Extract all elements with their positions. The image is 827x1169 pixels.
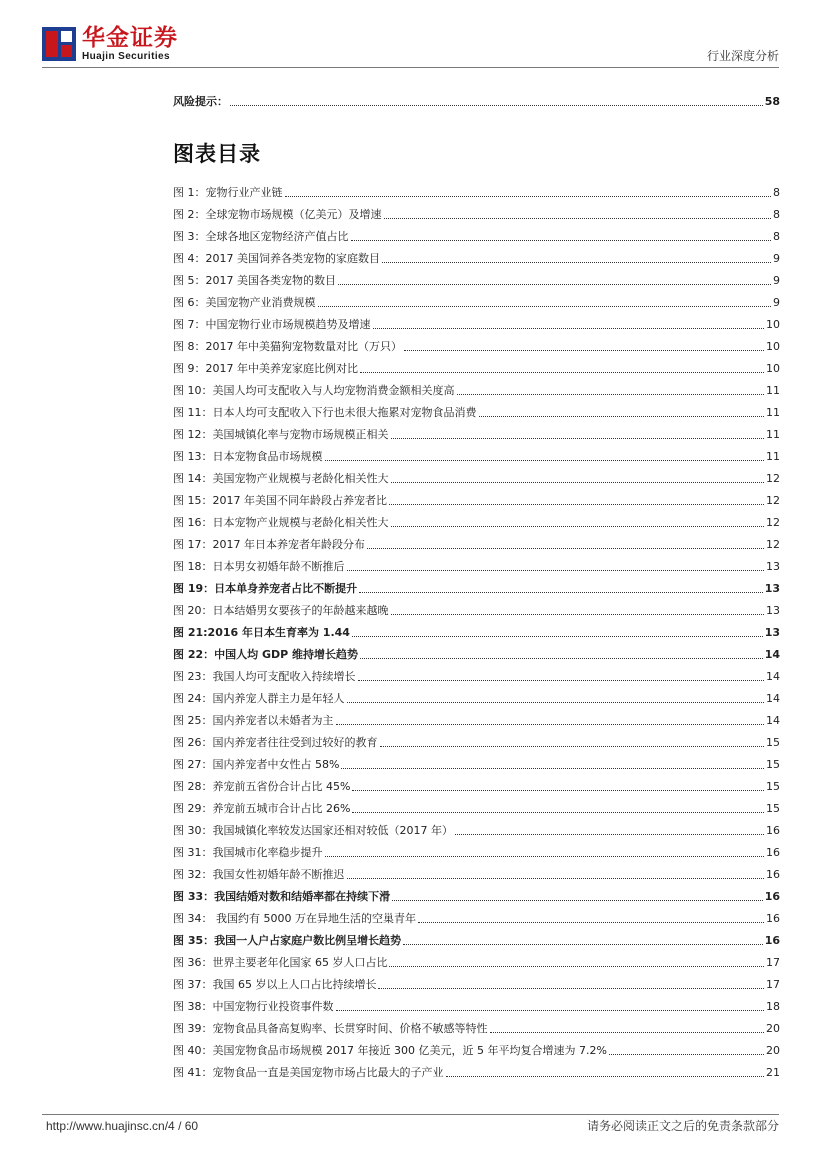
toc-label: 图 15：2017 年美国不同年龄段占养宠者比 — [173, 494, 387, 507]
toc-label: 图 7：中国宠物行业市场规模趋势及增速 — [173, 318, 371, 331]
toc-risk-page: 58 — [764, 95, 780, 108]
toc-page-number: 17 — [766, 956, 780, 969]
page-header — [0, 0, 827, 70]
toc-row[interactable] — [173, 816, 780, 838]
dot-leader — [384, 218, 772, 219]
toc-row[interactable] — [173, 684, 780, 706]
figure-toc-list — [173, 178, 780, 1080]
toc-label: 图 17：2017 年日本养宠者年龄段分布 — [173, 538, 365, 551]
toc-page-number: 13 — [766, 560, 780, 573]
toc-row[interactable] — [173, 200, 780, 222]
toc-label: 图 4：2017 美国饲养各类宠物的家庭数目 — [173, 252, 380, 265]
toc-page-number: 20 — [766, 1044, 780, 1057]
dot-leader — [403, 944, 763, 945]
toc-page-number: 13 — [764, 626, 780, 639]
dot-leader — [404, 350, 764, 351]
toc-page-number: 11 — [766, 384, 780, 397]
toc-label: 图 27：国内养宠者中女性占 58% — [173, 758, 340, 771]
toc-row[interactable] — [173, 882, 780, 904]
footer-disclaimer: 请务必阅读正文之后的免责条款部分 — [586, 1119, 779, 1133]
toc-page-number: 15 — [766, 758, 780, 771]
toc-row[interactable] — [173, 750, 780, 772]
toc-label: 图 33：我国结婚对数和结婚率都在持续下滑 — [173, 890, 391, 903]
dot-leader — [360, 658, 763, 659]
dot-leader — [367, 548, 764, 549]
toc-row[interactable] — [173, 310, 780, 332]
toc-label: 图 32：我国女性初婚年龄不断推迟 — [173, 868, 345, 881]
toc-label: 图 39：宠物食品具备高复购率、长贯穿时间、价格不敏感等特性 — [173, 1022, 488, 1035]
toc-label: 图 30：我国城镇化率较发达国家还相对较低（2017 年） — [173, 824, 453, 837]
toc-page-number: 14 — [766, 692, 780, 705]
toc-label: 图 26：国内养宠者往往受到过较好的教育 — [173, 736, 378, 749]
toc-label: 图 14：美国宠物产业规模与老龄化相关性大 — [173, 472, 389, 485]
toc-page-number: 15 — [766, 736, 780, 749]
toc-row[interactable] — [173, 948, 780, 970]
toc-page-number: 11 — [766, 428, 780, 441]
dot-leader — [347, 702, 765, 703]
toc-label: 图 6：美国宠物产业消费规模 — [173, 296, 316, 309]
dot-leader — [391, 614, 765, 615]
toc-label: 图 19：日本单身养宠者占比不断提升 — [173, 582, 358, 595]
toc-row[interactable] — [173, 838, 780, 860]
toc-row[interactable] — [173, 706, 780, 728]
toc-row[interactable] — [173, 1058, 780, 1080]
toc-page-number: 8 — [773, 208, 780, 221]
huajin-logo-icon — [42, 27, 76, 61]
dot-leader — [325, 460, 765, 461]
toc-label: 图 40：美国宠物食品市场规模 2017 年接近 300 亿美元，近 5 年平均复合增速为 7.2% — [173, 1044, 607, 1057]
toc-page-number: 12 — [766, 516, 780, 529]
toc-label: 图 37：我国 65 岁以上人口占比持续增长 — [173, 978, 377, 991]
toc-label: 图 1：宠物行业产业链 — [173, 186, 283, 199]
toc-row[interactable] — [173, 574, 780, 596]
toc-row[interactable] — [173, 596, 780, 618]
toc-row[interactable] — [173, 970, 780, 992]
dot-leader — [391, 482, 765, 483]
header-divider — [42, 67, 779, 68]
dot-leader — [285, 196, 772, 197]
toc-row[interactable] — [173, 486, 780, 508]
dot-leader — [358, 680, 765, 681]
toc-row[interactable] — [173, 772, 780, 794]
toc-page-number: 9 — [773, 252, 780, 265]
toc-page-number: 9 — [773, 274, 780, 287]
toc-row[interactable] — [173, 442, 780, 464]
dot-leader — [352, 790, 764, 791]
toc-row[interactable] — [173, 926, 780, 948]
toc-label: 图 28：养宠前五省份合计占比 45% — [173, 780, 351, 793]
dot-leader — [418, 922, 764, 923]
toc-label: 图 38：中国宠物行业投资事件数 — [173, 1000, 334, 1013]
dot-leader — [352, 636, 763, 637]
toc-label: 图 18：日本男女初婚年龄不断推后 — [173, 560, 345, 573]
toc-label: 图 25：国内养宠者以未婚者为主 — [173, 714, 334, 727]
dot-leader — [479, 416, 765, 417]
toc-label: 图 12：美国城镇化率与宠物市场规模正相关 — [173, 428, 389, 441]
toc-label: 图 24：国内养宠人群主力是年轻人 — [173, 692, 345, 705]
dot-leader — [455, 834, 764, 835]
dot-leader — [338, 284, 771, 285]
toc-label: 图 23：我国人均可支配收入持续增长 — [173, 670, 356, 683]
toc-row[interactable] — [173, 266, 780, 288]
dot-leader — [373, 328, 765, 329]
footer-url[interactable]: http://www.huajinsc.cn/4 / 60 — [46, 1119, 199, 1133]
toc-row[interactable] — [173, 1014, 780, 1036]
toc-label: 图 16：日本宠物产业规模与老龄化相关性大 — [173, 516, 389, 529]
toc-page-number: 11 — [766, 450, 780, 463]
dot-leader — [336, 724, 765, 725]
toc-page-number: 13 — [764, 582, 780, 595]
dot-leader — [318, 306, 772, 307]
footer-divider — [42, 1114, 779, 1115]
toc-row[interactable] — [173, 508, 780, 530]
toc-label: 图 21:2016 年日本生育率为 1.44 — [173, 626, 350, 639]
toc-page-number: 11 — [766, 406, 780, 419]
toc-label: 图 36：世界主要老年化国家 65 岁人口占比 — [173, 956, 388, 969]
toc-label: 图 41：宠物食品一直是美国宠物市场占比最大的子产业 — [173, 1066, 444, 1079]
toc-row[interactable] — [173, 178, 780, 200]
toc-row[interactable] — [173, 992, 780, 1014]
toc-page-number: 12 — [766, 494, 780, 507]
toc-row[interactable] — [173, 794, 780, 816]
dot-leader — [391, 438, 765, 439]
toc-row[interactable] — [173, 464, 780, 486]
toc-page-number: 16 — [766, 846, 780, 859]
toc-label: 图 5：2017 美国各类宠物的数目 — [173, 274, 336, 287]
toc-row[interactable] — [173, 552, 780, 574]
toc-row[interactable] — [173, 288, 780, 310]
toc-row[interactable] — [173, 332, 780, 354]
dot-leader — [360, 372, 764, 373]
dot-leader — [380, 746, 765, 747]
dot-leader — [341, 768, 764, 769]
toc-page-number: 14 — [764, 648, 780, 661]
toc-page-number: 10 — [766, 362, 780, 375]
toc-label: 图 2：全球宠物市场规模（亿美元）及增速 — [173, 208, 382, 221]
toc-label: 图 34： 我国约有 5000 万在异地生活的空巢青年 — [173, 912, 416, 925]
brand-name-cn: 华金证券 — [82, 25, 178, 51]
toc-page-number: 14 — [766, 670, 780, 683]
dot-leader — [230, 105, 763, 106]
toc-row[interactable] — [173, 376, 780, 398]
toc-row[interactable] — [173, 618, 780, 640]
brand-name-en: Huajin Securities — [82, 51, 170, 62]
section-title: 图表目录 — [173, 142, 261, 166]
dot-leader — [490, 1032, 765, 1033]
toc-page-number: 12 — [766, 538, 780, 551]
toc-label: 图 11：日本人均可支配收入下行也未很大拖累对宠物食品消费 — [173, 406, 477, 419]
toc-label: 图 13：日本宠物食品市场规模 — [173, 450, 323, 463]
toc-page-number: 9 — [773, 296, 780, 309]
toc-page-number: 17 — [766, 978, 780, 991]
toc-label: 图 9：2017 年中美养宠家庭比例对比 — [173, 362, 358, 375]
dot-leader — [352, 812, 764, 813]
toc-row[interactable] — [173, 398, 780, 420]
dot-leader — [609, 1054, 764, 1055]
toc-page-number: 12 — [766, 472, 780, 485]
toc-label: 图 10：美国人均可支配收入与人均宠物消费金额相关度高 — [173, 384, 455, 397]
toc-row[interactable] — [173, 728, 780, 750]
dot-leader — [336, 1010, 765, 1011]
dot-leader — [378, 988, 764, 989]
toc-row[interactable] — [173, 904, 780, 926]
toc-label: 图 31：我国城市化率稳步提升 — [173, 846, 323, 859]
dot-leader — [389, 966, 764, 967]
toc-page-number: 8 — [773, 230, 780, 243]
toc-page-number: 8 — [773, 186, 780, 199]
toc-row[interactable] — [173, 860, 780, 882]
dot-leader — [391, 526, 765, 527]
toc-label: 图 20：日本结婚男女要孩子的年龄越来越晚 — [173, 604, 389, 617]
dot-leader — [392, 900, 763, 901]
toc-row[interactable] — [173, 354, 780, 376]
toc-page-number: 10 — [766, 318, 780, 331]
toc-risk-entry[interactable] — [173, 93, 780, 109]
toc-row[interactable] — [173, 1036, 780, 1058]
toc-row[interactable] — [173, 662, 780, 684]
toc-risk-label: 风险提示： — [173, 95, 228, 108]
toc-page-number: 16 — [764, 934, 780, 947]
toc-page-number: 15 — [766, 802, 780, 815]
dot-leader — [351, 240, 772, 241]
toc-label: 图 3：全球各地区宠物经济产值占比 — [173, 230, 349, 243]
dot-leader — [325, 856, 765, 857]
dot-leader — [389, 504, 764, 505]
dot-leader — [446, 1076, 765, 1077]
toc-page-number: 13 — [766, 604, 780, 617]
toc-page-number: 16 — [766, 824, 780, 837]
toc-label: 图 35：我国一人户占家庭户数比例呈增长趋势 — [173, 934, 402, 947]
toc-page-number: 18 — [766, 1000, 780, 1013]
toc-row[interactable] — [173, 420, 780, 442]
dot-leader — [347, 878, 765, 879]
toc-page-number: 16 — [764, 890, 780, 903]
toc-row[interactable] — [173, 222, 780, 244]
toc-page-number: 15 — [766, 780, 780, 793]
toc-row[interactable] — [173, 530, 780, 552]
toc-page-number: 16 — [766, 868, 780, 881]
toc-page-number: 21 — [766, 1066, 780, 1079]
toc-row[interactable] — [173, 640, 780, 662]
dot-leader — [457, 394, 765, 395]
toc-row[interactable] — [173, 244, 780, 266]
dot-leader — [347, 570, 765, 571]
toc-label: 图 8：2017 年中美猫狗宠物数量对比（万只） — [173, 340, 402, 353]
toc-page-number: 14 — [766, 714, 780, 727]
toc-page-number: 20 — [766, 1022, 780, 1035]
report-type: 行业深度分析 — [706, 49, 779, 63]
toc-page-number: 10 — [766, 340, 780, 353]
dot-leader — [359, 592, 763, 593]
toc-label: 图 22：中国人均 GDP 维持增长趋势 — [173, 648, 359, 661]
toc-label: 图 29：养宠前五城市合计占比 26% — [173, 802, 351, 815]
dot-leader — [382, 262, 771, 263]
toc-page-number: 16 — [766, 912, 780, 925]
